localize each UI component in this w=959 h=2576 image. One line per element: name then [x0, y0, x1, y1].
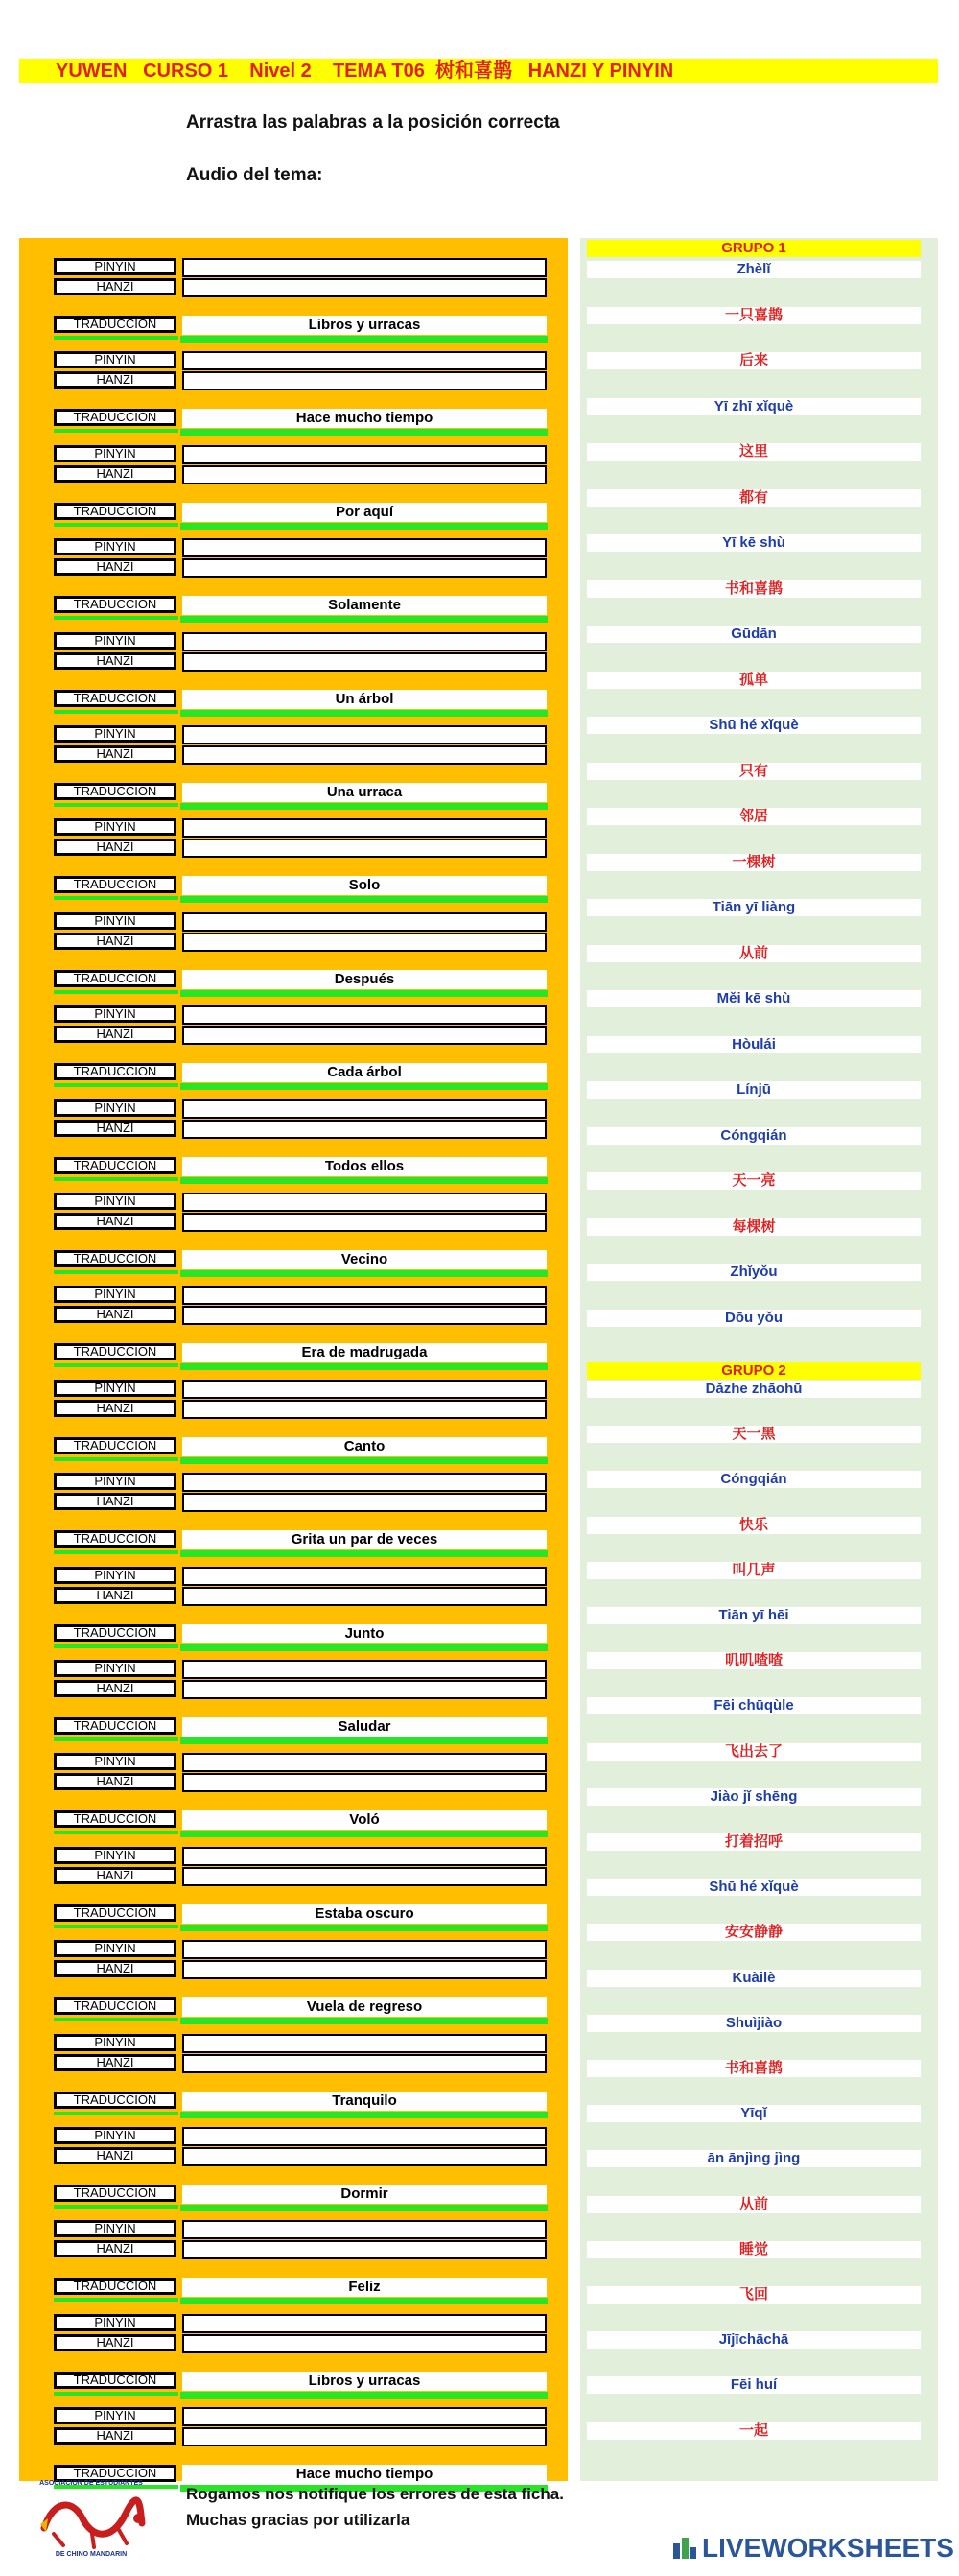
pinyin-tag: PINYIN [54, 1753, 176, 1770]
draggable-word[interactable]: 睡觉 [587, 2241, 921, 2258]
liveworksheets-brand: LIVEWORKSHEETS [702, 2533, 954, 2563]
exercise-row [19, 725, 568, 819]
divider [180, 2298, 548, 2304]
exercise-row [19, 818, 568, 912]
exercise-row [19, 1005, 568, 1099]
translation-label: Tranquilo [182, 2092, 547, 2111]
divider [180, 429, 548, 436]
hanzi-tag: HANZI [54, 2147, 176, 2164]
traduccion-tag: TRADUCCION [54, 1157, 176, 1174]
divider [180, 803, 548, 810]
translation-label: Saludar [182, 1717, 547, 1737]
divider [180, 2205, 548, 2211]
pinyin-drop-zone[interactable] [182, 2314, 547, 2333]
pinyin-tag: PINYIN [54, 1473, 176, 1490]
pinyin-drop-zone[interactable] [182, 1940, 547, 1959]
draggable-word[interactable]: Línjū [587, 1081, 921, 1099]
group-header: GRUPO 1 [587, 240, 921, 257]
draggable-word[interactable]: 一只喜鹊 [587, 307, 921, 324]
hanzi-drop-zone[interactable] [182, 558, 547, 578]
traduccion-tag: TRADUCCION [54, 1063, 176, 1080]
logo-caption-top: ASOCIACION DE ESTUDIANTES [39, 2480, 143, 2487]
divider [180, 1925, 548, 1931]
divider [54, 803, 178, 807]
draggable-word[interactable]: 叽叽喳喳 [587, 1652, 921, 1669]
traduccion-tag: TRADUCCION [54, 409, 176, 426]
draggable-word[interactable]: Fēi chūqùle [587, 1697, 921, 1714]
hanzi-drop-zone[interactable] [182, 745, 547, 765]
translation-label: Un árbol [182, 690, 547, 709]
hanzi-tag: HANZI [54, 1680, 176, 1697]
divider [54, 990, 178, 994]
hanzi-drop-zone[interactable] [182, 1680, 547, 1699]
pinyin-drop-zone[interactable] [182, 1847, 547, 1866]
pinyin-drop-zone[interactable] [182, 912, 547, 932]
pinyin-drop-zone[interactable] [182, 538, 547, 557]
exercise-row [19, 1380, 568, 1474]
exercise-row [19, 1660, 568, 1754]
hanzi-drop-zone[interactable] [182, 1493, 547, 1512]
translation-label: Feliz [182, 2278, 547, 2297]
hanzi-tag: HANZI [54, 2427, 176, 2445]
translation-label: Vuela de regreso [182, 1997, 547, 2017]
hanzi-tag: HANZI [54, 1026, 176, 1043]
pinyin-tag: PINYIN [54, 725, 176, 743]
hanzi-drop-zone[interactable] [182, 2147, 547, 2166]
draggable-word[interactable]: Zhèlǐ [587, 261, 921, 278]
divider [180, 2392, 548, 2399]
pinyin-tag: PINYIN [54, 2220, 176, 2237]
draggable-word[interactable]: ān ānjìng jìng [587, 2150, 921, 2167]
pinyin-drop-zone[interactable] [182, 1005, 547, 1025]
divider [54, 523, 178, 527]
hanzi-drop-zone[interactable] [182, 278, 547, 297]
traduccion-tag: TRADUCCION [54, 316, 176, 333]
pinyin-tag: PINYIN [54, 1567, 176, 1584]
translation-label: Solamente [182, 596, 547, 615]
hanzi-drop-zone[interactable] [182, 933, 547, 952]
liveworksheets-logo [671, 2533, 954, 2565]
draggable-word[interactable]: Jījīchāchā [587, 2331, 921, 2349]
logo-caption-bottom: DE CHINO MANDARIN [55, 2551, 128, 2558]
hanzi-drop-zone[interactable] [182, 1306, 547, 1325]
divider [54, 1177, 178, 1181]
draggable-word[interactable]: 快乐 [587, 1517, 921, 1534]
hanzi-drop-zone[interactable] [182, 652, 547, 672]
pinyin-drop-zone[interactable] [182, 445, 547, 464]
draggable-word[interactable]: 从前 [587, 945, 921, 962]
pinyin-drop-zone[interactable] [182, 1380, 547, 1399]
exercise-row [19, 912, 568, 1006]
draggable-word[interactable]: Fēi huí [587, 2376, 921, 2394]
exercise-row [19, 1193, 568, 1287]
footer-thanks: Muchas gracias por utilizarla [186, 2511, 410, 2529]
hanzi-tag: HANZI [54, 1773, 176, 1790]
pinyin-drop-zone[interactable] [182, 1193, 547, 1212]
hanzi-drop-zone[interactable] [182, 1773, 547, 1792]
draggable-word[interactable]: 这里 [587, 443, 921, 461]
divider [180, 710, 548, 717]
pinyin-tag: PINYIN [54, 538, 176, 555]
instruction-text: Arrastra las palabras a la posición correcta [186, 112, 560, 132]
exercise-row [19, 1473, 568, 1567]
hanzi-tag: HANZI [54, 278, 176, 295]
divider [54, 2392, 178, 2396]
hanzi-tag: HANZI [54, 1120, 176, 1137]
draggable-word[interactable]: Yī kē shù [587, 534, 921, 552]
pinyin-tag: PINYIN [54, 445, 176, 462]
draggable-word[interactable]: 孤单 [587, 672, 921, 689]
hanzi-tag: HANZI [54, 2054, 176, 2071]
hanzi-tag: HANZI [54, 1306, 176, 1323]
traduccion-tag: TRADUCCION [54, 503, 176, 520]
hanzi-tag: HANZI [54, 933, 176, 950]
hanzi-drop-zone[interactable] [182, 2054, 547, 2073]
traduccion-tag: TRADUCCION [54, 2185, 176, 2202]
hanzi-tag: HANZI [54, 1493, 176, 1510]
draggable-word[interactable]: 书和喜鹊 [587, 580, 921, 598]
traduccion-tag: TRADUCCION [54, 690, 176, 707]
pinyin-tag: PINYIN [54, 2034, 176, 2051]
divider [54, 1644, 178, 1648]
draggable-word[interactable]: Yī zhī xǐquè [587, 398, 921, 415]
divider [180, 1270, 548, 1277]
divider [180, 1737, 548, 1744]
traduccion-tag: TRADUCCION [54, 2092, 176, 2109]
association-logo [35, 2480, 148, 2559]
hanzi-drop-zone[interactable] [182, 839, 547, 858]
translation-label: Cada árbol [182, 1063, 547, 1082]
draggable-word[interactable]: 后来 [587, 352, 921, 369]
divider [180, 336, 548, 343]
translation-label: Estaba oscuro [182, 1904, 547, 1924]
draggable-word[interactable]: Hòulái [587, 1036, 921, 1053]
draggable-word[interactable]: Zhǐyǒu [587, 1264, 921, 1281]
translation-label: Dormir [182, 2185, 547, 2204]
draggable-word[interactable]: 从前 [587, 2196, 921, 2213]
hanzi-drop-zone[interactable] [182, 1120, 547, 1139]
translation-label: Vecino [182, 1250, 547, 1269]
draggable-word[interactable]: Dōu yǒu [587, 1310, 921, 1327]
divider [180, 1831, 548, 1837]
traduccion-tag: TRADUCCION [54, 1530, 176, 1548]
draggable-word[interactable]: Tiān yī hēi [587, 1607, 921, 1624]
exercise-row [19, 632, 568, 726]
divider [54, 1270, 178, 1274]
translation-label: Por aquí [182, 503, 547, 522]
divider [180, 1457, 548, 1464]
divider [180, 896, 548, 903]
traduccion-tag: TRADUCCION [54, 1997, 176, 2015]
pinyin-tag: PINYIN [54, 632, 176, 650]
hanzi-tag: HANZI [54, 1960, 176, 1977]
hanzi-drop-zone[interactable] [182, 2240, 547, 2259]
translation-label: Hace mucho tiempo [182, 2465, 547, 2484]
draggable-word[interactable]: 飞出去了 [587, 1743, 921, 1761]
worksheet-title: YUWEN CURSO 1 Nivel 2 TEMA T06 树和喜鹊 HANZI Y PINYIN [19, 59, 938, 83]
dragon-icon [35, 2490, 148, 2551]
divider [54, 616, 178, 620]
hanzi-drop-zone[interactable] [182, 1213, 547, 1232]
draggable-word[interactable]: 天一亮 [587, 1172, 921, 1190]
pinyin-tag: PINYIN [54, 912, 176, 930]
hanzi-drop-zone[interactable] [182, 1400, 547, 1419]
traduccion-tag: TRADUCCION [54, 783, 176, 800]
traduccion-tag: TRADUCCION [54, 1624, 176, 1642]
draggable-word[interactable]: Dǎzhe zhāohū [587, 1381, 921, 1398]
pinyin-drop-zone[interactable] [182, 258, 547, 277]
draggable-word[interactable]: 安安静静 [587, 1924, 921, 1941]
hanzi-tag: HANZI [54, 371, 176, 389]
hanzi-tag: HANZI [54, 1587, 176, 1604]
pinyin-tag: PINYIN [54, 1099, 176, 1117]
traduccion-tag: TRADUCCION [54, 1810, 176, 1828]
hanzi-drop-zone[interactable] [182, 2427, 547, 2446]
hanzi-drop-zone[interactable] [182, 1867, 547, 1886]
pinyin-tag: PINYIN [54, 2407, 176, 2424]
pinyin-drop-zone[interactable] [182, 818, 547, 838]
translation-label: Después [182, 970, 547, 989]
divider [54, 2018, 178, 2021]
traduccion-tag: TRADUCCION [54, 1343, 176, 1360]
exercise-row [19, 1753, 568, 1847]
divider [54, 1925, 178, 1928]
pinyin-drop-zone[interactable] [182, 351, 547, 370]
pinyin-drop-zone[interactable] [182, 1099, 547, 1119]
divider [54, 429, 178, 433]
traduccion-tag: TRADUCCION [54, 596, 176, 613]
translation-label: Libros y urracas [182, 2372, 547, 2391]
traduccion-tag: TRADUCCION [54, 970, 176, 987]
footer-notice: Rogamos nos notifique los errores de esta ficha. [186, 2485, 564, 2503]
draggable-word[interactable]: 天一黑 [587, 1426, 921, 1443]
exercise-row [19, 1940, 568, 2034]
pinyin-drop-zone[interactable] [182, 2127, 547, 2146]
hanzi-tag: HANZI [54, 465, 176, 483]
pinyin-drop-zone[interactable] [182, 632, 547, 651]
exercise-row [19, 351, 568, 445]
draggable-word[interactable]: 打着招呼 [587, 1833, 921, 1851]
exercise-row [19, 1099, 568, 1193]
hanzi-tag: HANZI [54, 1213, 176, 1230]
pinyin-tag: PINYIN [54, 2314, 176, 2331]
traduccion-tag: TRADUCCION [54, 2372, 176, 2389]
draggable-word[interactable]: 只有 [587, 763, 921, 780]
draggable-word[interactable]: 邻居 [587, 808, 921, 825]
exercise-row [19, 538, 568, 632]
pinyin-drop-zone[interactable] [182, 725, 547, 744]
traduccion-tag: TRADUCCION [54, 1904, 176, 1922]
hanzi-drop-zone[interactable] [182, 371, 547, 390]
pinyin-tag: PINYIN [54, 1847, 176, 1864]
hanzi-tag: HANZI [54, 558, 176, 576]
translation-label: Canto [182, 1437, 547, 1456]
draggable-word[interactable]: 叫几声 [587, 1562, 921, 1579]
divider [54, 1831, 178, 1834]
hanzi-drop-zone[interactable] [182, 465, 547, 484]
translation-label: Era de madrugada [182, 1343, 547, 1362]
hanzi-tag: HANZI [54, 2334, 176, 2351]
pinyin-drop-zone[interactable] [182, 2407, 547, 2426]
divider [180, 1083, 548, 1090]
divider [54, 1737, 178, 1741]
traduccion-tag: TRADUCCION [54, 876, 176, 893]
divider [54, 1457, 178, 1461]
group-header: GRUPO 2 [587, 1362, 921, 1380]
divider [54, 896, 178, 900]
divider [54, 336, 178, 340]
exercise-row [19, 258, 568, 352]
draggable-word[interactable]: Jiào jǐ shēng [587, 1788, 921, 1806]
divider [180, 1177, 548, 1184]
pinyin-tag: PINYIN [54, 1380, 176, 1397]
draggable-word[interactable]: Shū hé xǐquè [587, 1879, 921, 1896]
pinyin-tag: PINYIN [54, 1286, 176, 1303]
hanzi-tag: HANZI [54, 1400, 176, 1417]
exercise-row [19, 1286, 568, 1380]
pinyin-drop-zone[interactable] [182, 1473, 547, 1492]
translation-label: Solo [182, 876, 547, 895]
divider [54, 1550, 178, 1554]
liveworksheets-icon [671, 2534, 698, 2561]
hanzi-drop-zone[interactable] [182, 2334, 547, 2353]
exercise-row [19, 2127, 568, 2221]
pinyin-drop-zone[interactable] [182, 1286, 547, 1305]
draggable-word[interactable]: 一起 [587, 2422, 921, 2440]
translation-label: Grita un par de veces [182, 1530, 547, 1549]
pinyin-tag: PINYIN [54, 1193, 176, 1210]
hanzi-tag: HANZI [54, 839, 176, 856]
hanzi-tag: HANZI [54, 745, 176, 763]
draggable-word[interactable]: Yīqǐ [587, 2105, 921, 2122]
pinyin-tag: PINYIN [54, 818, 176, 836]
traduccion-tag: TRADUCCION [54, 2465, 176, 2482]
translation-label: Voló [182, 1810, 547, 1830]
draggable-word[interactable]: Tiān yī liàng [587, 899, 921, 916]
exercise-row [19, 2220, 568, 2314]
divider [54, 2205, 178, 2209]
hanzi-drop-zone[interactable] [182, 1026, 547, 1045]
draggable-word[interactable]: 书和喜鹊 [587, 2060, 921, 2077]
translation-label: Libros y urracas [182, 316, 547, 335]
audio-label: Audio del tema: [186, 165, 323, 185]
divider [54, 2298, 178, 2302]
hanzi-tag: HANZI [54, 652, 176, 670]
pinyin-drop-zone[interactable] [182, 1567, 547, 1586]
exercise-row [19, 2314, 568, 2408]
divider [180, 616, 548, 623]
traduccion-tag: TRADUCCION [54, 1250, 176, 1267]
draggable-word[interactable]: Měi kē shù [587, 990, 921, 1007]
exercise-row [19, 1567, 568, 1661]
pinyin-tag: PINYIN [54, 258, 176, 275]
draggable-word[interactable]: Cóngqián [587, 1471, 921, 1488]
draggable-word[interactable]: 飞回 [587, 2286, 921, 2304]
draggable-word[interactable]: Gūdān [587, 626, 921, 643]
translation-label: Todos ellos [182, 1157, 547, 1176]
pinyin-drop-zone[interactable] [182, 2034, 547, 2053]
traduccion-tag: TRADUCCION [54, 1717, 176, 1735]
draggable-word[interactable]: 都有 [587, 489, 921, 507]
divider [180, 1363, 548, 1370]
pinyin-drop-zone[interactable] [182, 1660, 547, 1679]
pinyin-tag: PINYIN [54, 2127, 176, 2144]
divider [54, 1083, 178, 1087]
pinyin-tag: PINYIN [54, 1005, 176, 1023]
exercise-row [19, 445, 568, 539]
translation-label: Junto [182, 1624, 547, 1643]
draggable-word[interactable]: Shū hé xǐquè [587, 717, 921, 734]
divider [180, 2112, 548, 2118]
traduccion-tag: TRADUCCION [54, 1437, 176, 1454]
hanzi-drop-zone[interactable] [182, 1587, 547, 1606]
divider [54, 1363, 178, 1367]
divider [54, 2112, 178, 2115]
translation-label: Una urraca [182, 783, 547, 802]
divider [180, 990, 548, 997]
exercise-row [19, 2034, 568, 2128]
divider [180, 1644, 548, 1651]
word-bank-panel [580, 238, 938, 2481]
draggable-word[interactable]: Cóngqián [587, 1127, 921, 1145]
draggable-word[interactable]: Kuàilè [587, 1970, 921, 1987]
pinyin-tag: PINYIN [54, 1940, 176, 1957]
pinyin-drop-zone[interactable] [182, 2220, 547, 2239]
translation-label: Hace mucho tiempo [182, 409, 547, 428]
pinyin-tag: PINYIN [54, 1660, 176, 1677]
hanzi-drop-zone[interactable] [182, 1960, 547, 1979]
divider [180, 2018, 548, 2024]
hanzi-tag: HANZI [54, 2240, 176, 2257]
divider [180, 1550, 548, 1557]
divider [180, 523, 548, 530]
draggable-word[interactable]: 一棵树 [587, 854, 921, 871]
pinyin-drop-zone[interactable] [182, 1753, 547, 1772]
divider [54, 710, 178, 714]
hanzi-tag: HANZI [54, 1867, 176, 1884]
draggable-word[interactable]: 每棵树 [587, 1218, 921, 1236]
pinyin-tag: PINYIN [54, 351, 176, 368]
exercise-row [19, 1847, 568, 1941]
draggable-word[interactable]: Shuìjiào [587, 2015, 921, 2032]
traduccion-tag: TRADUCCION [54, 2278, 176, 2295]
